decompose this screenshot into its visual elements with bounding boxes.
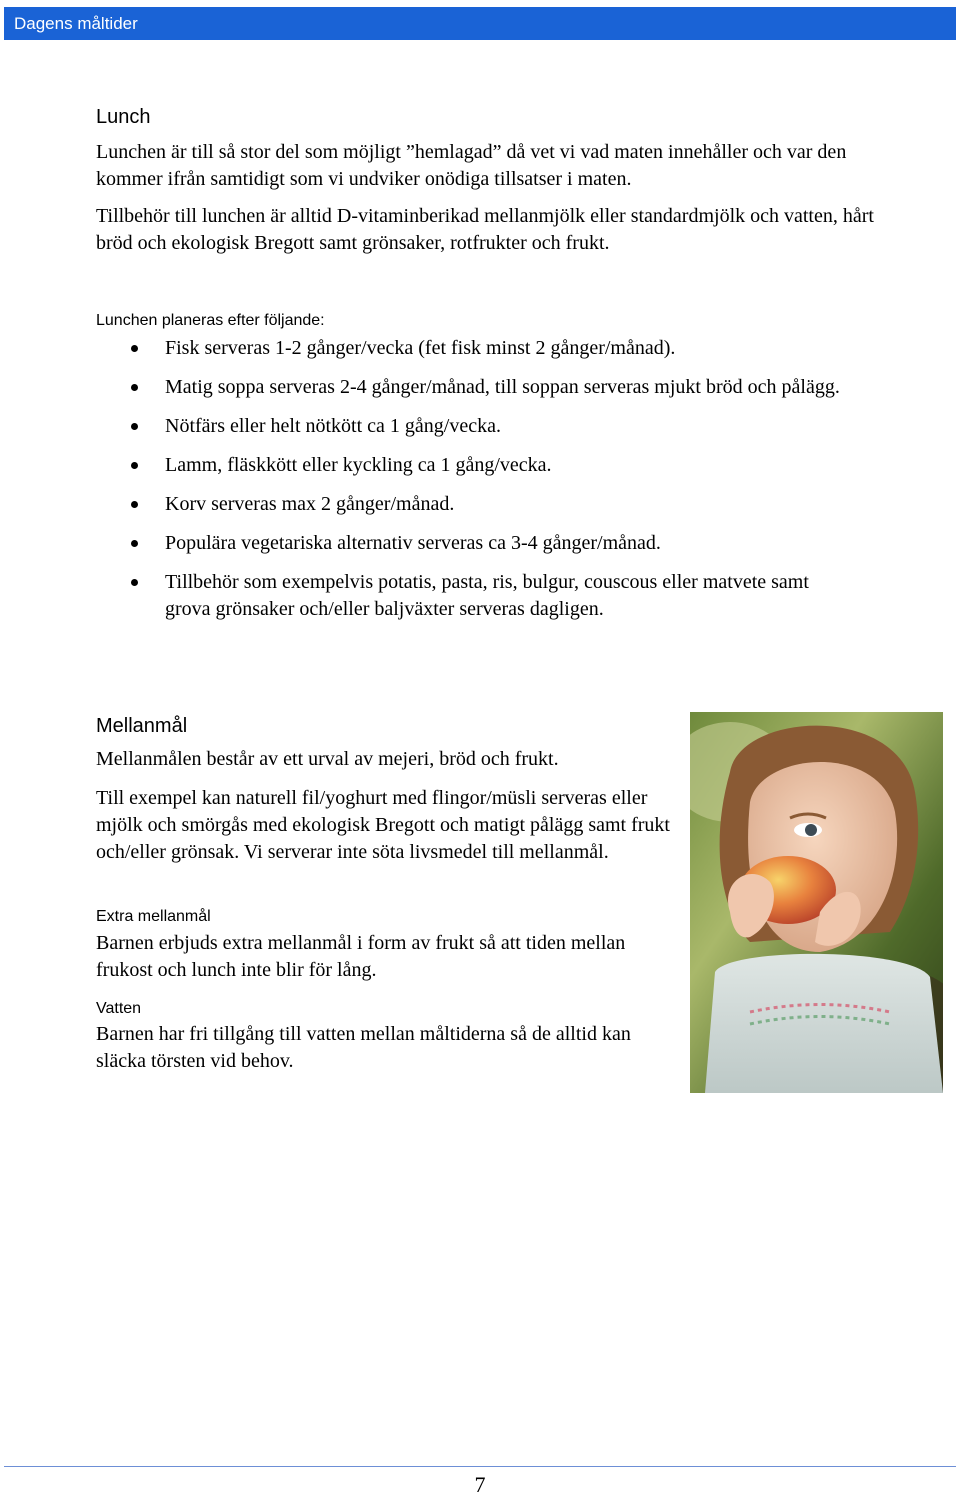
list-item-text: Tillbehör som exempelvis potatis, pasta, ris, bulgur, couscous eller matvete samt grova grönsaker och/eller baljväxter serveras dagligen. bbox=[165, 571, 809, 620]
lunch-plan-list bbox=[96, 335, 856, 635]
list-item bbox=[96, 413, 856, 440]
child-eating-apple-photo bbox=[690, 712, 943, 1093]
footer-divider bbox=[4, 1466, 956, 1467]
list-item-text: Fisk serveras 1-2 gånger/vecka (fet fisk minst 2 gånger/månad). bbox=[165, 337, 676, 359]
bullet-icon bbox=[131, 423, 138, 430]
bullet-icon bbox=[131, 462, 138, 469]
vatten-paragraph: Barnen har fri tillgång till vatten mellan måltiderna så de alltid kan släcka törsten vid behov. bbox=[96, 1023, 631, 1072]
bullet-icon bbox=[131, 540, 138, 547]
list-item-text: Matig soppa serveras 2-4 gånger/månad, till soppan serveras mjukt bröd och pålägg. bbox=[165, 376, 840, 398]
bullet-icon bbox=[131, 384, 138, 391]
list-item bbox=[96, 569, 856, 623]
page-header: Dagens måltider bbox=[4, 7, 956, 40]
list-item bbox=[96, 374, 856, 401]
list-item-text: Populära vegetariska alternativ serveras ca 3-4 gånger/månad. bbox=[165, 532, 661, 554]
list-item bbox=[96, 491, 856, 518]
bullet-icon bbox=[131, 501, 138, 508]
list-item bbox=[96, 452, 856, 479]
list-item-text: Lamm, fläskkött eller kyckling ca 1 gång/vecka. bbox=[165, 454, 552, 476]
lunch-plan-intro: Lunchen planeras efter följande: bbox=[96, 312, 325, 329]
page-number: 7 bbox=[474, 1472, 486, 1497]
extra-mellanmal-heading: Extra mellanmål bbox=[96, 908, 211, 925]
mellanmal-paragraph-2: Till exempel kan naturell fil/yoghurt med flingor/müsli serveras eller mjölk och smörgås med ekologisk Bregott och matigt pålägg samt frukt och/eller grönsak. Vi serverar inte söta livsmedel till mellanmål. bbox=[96, 787, 670, 863]
list-item bbox=[96, 335, 856, 362]
bullet-icon bbox=[131, 579, 138, 586]
mellanmal-heading: Mellanmål bbox=[96, 715, 188, 737]
lunch-heading: Lunch bbox=[96, 106, 151, 128]
vatten-heading: Vatten bbox=[96, 1000, 142, 1017]
bullet-icon bbox=[131, 345, 138, 352]
lunch-paragraph-1: Lunchen är till så stor del som möjligt ”hemlagad” då vet vi vad maten innehåller och var den kommer ifrån samtidigt som vi undviker onödiga tillsatser i maten. bbox=[96, 141, 847, 190]
list-item bbox=[96, 530, 856, 557]
list-item-text: Nötfärs eller helt nötkött ca 1 gång/vecka. bbox=[165, 415, 501, 437]
extra-mellanmal-paragraph: Barnen erbjuds extra mellanmål i form av frukt så att tiden mellan frukost och lunch inte blir för lång. bbox=[96, 932, 626, 981]
list-item-text: Korv serveras max 2 gånger/månad. bbox=[165, 493, 455, 515]
lunch-paragraph-2: Tillbehör till lunchen är alltid D-vitaminberikad mellanmjölk eller standardmjölk och vatten, hårt bröd och ekologisk Bregott samt grönsaker, rotfrukter och frukt. bbox=[96, 205, 874, 254]
mellanmal-paragraph-1: Mellanmålen består av ett urval av mejeri, bröd och frukt. bbox=[96, 748, 559, 770]
